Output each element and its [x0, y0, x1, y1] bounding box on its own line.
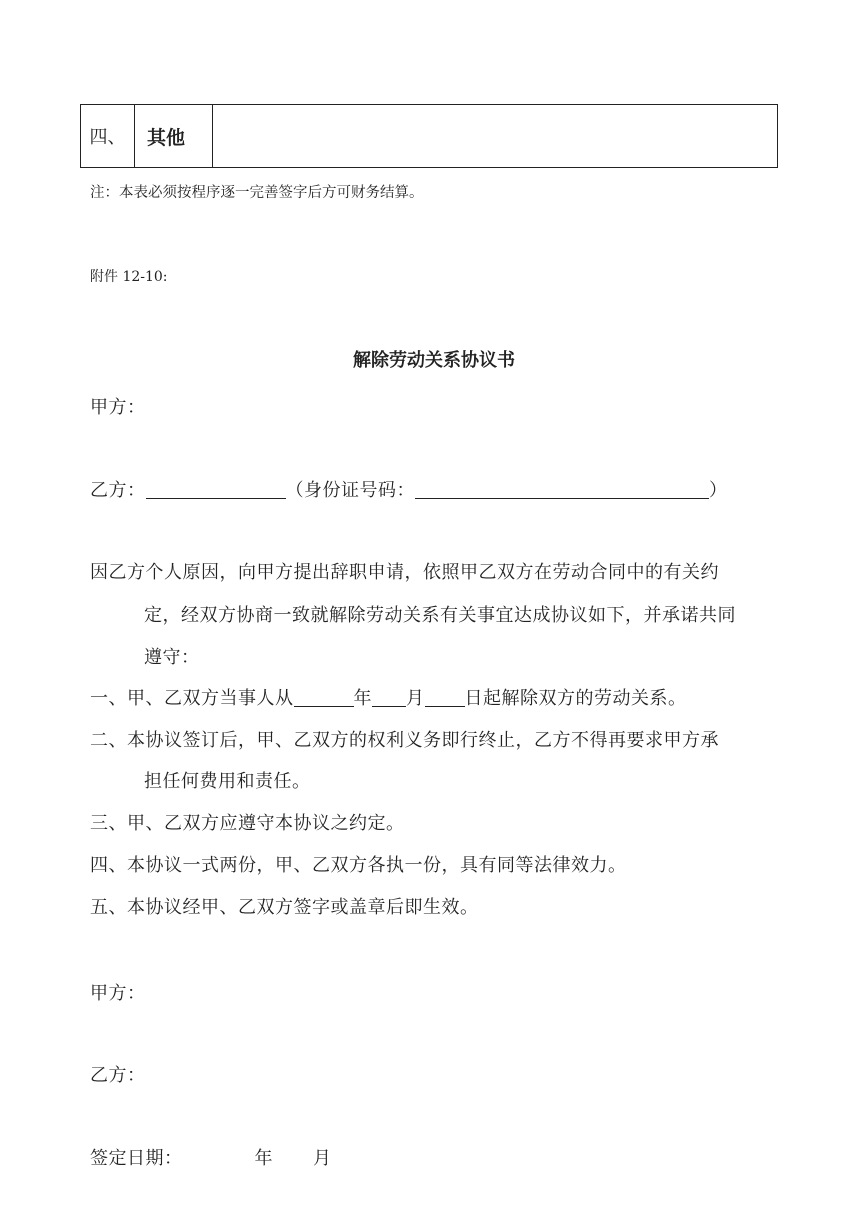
- clause-5: 五、本协议经甲、乙双方签字或盖章后即生效。: [90, 897, 479, 918]
- clause-3: 三、甲、乙双方应遵守本协议之约定。: [90, 813, 405, 834]
- signing-date-label: 签定日期：: [90, 1148, 183, 1169]
- clause-1-month: 月: [406, 688, 425, 709]
- clause-2-line-2: 担任何费用和责任。: [144, 771, 311, 792]
- clause-1-text: 一、甲、乙双方当事人从: [90, 688, 294, 709]
- party-a-label: 甲方：: [90, 397, 146, 418]
- id-number-close: ）: [709, 480, 728, 501]
- table-note: 注：本表必须按程序逐一完善签字后方可财务结算。: [90, 185, 424, 201]
- signature-party-b: 乙方：: [90, 1065, 146, 1086]
- clause-1-day-text: 日起解除双方的劳动关系。: [464, 688, 687, 709]
- clause-4: 四、本协议一式两份，甲、乙双方各执一份，具有同等法律效力。: [90, 855, 627, 876]
- signing-date-year: 年: [254, 1148, 273, 1169]
- signing-date-month: 月: [313, 1148, 332, 1169]
- clause-1-year: 年: [353, 688, 372, 709]
- year-blank: [294, 688, 354, 707]
- signature-party-a: 甲方：: [90, 983, 146, 1004]
- intro-line-3: 遵守：: [144, 647, 200, 668]
- id-number-label: （身份证号码：: [285, 480, 415, 501]
- table-row-number: 四、: [81, 105, 135, 167]
- attachment-number: 附件 12-10:: [90, 269, 168, 285]
- signing-date: [90, 1144, 332, 1170]
- intro-line-1: 因乙方个人原因，向甲方提出辞职申请，依照甲乙双方在劳动合同中的有关约: [90, 562, 719, 583]
- party-b-name-blank: [146, 480, 286, 499]
- clause-2-line-1: 二、本协议签订后，甲、乙双方的权利义务即行终止，乙方不得再要求甲方承: [90, 730, 719, 751]
- other-items-table: [80, 104, 778, 168]
- clause-1: [90, 684, 687, 710]
- day-blank: [425, 688, 465, 707]
- table-row-value: [213, 105, 777, 167]
- party-b-line: [90, 476, 728, 502]
- month-blank: [372, 688, 406, 707]
- document-title: 解除劳动关系协议书: [353, 350, 515, 371]
- party-b-label: 乙方：: [90, 480, 146, 501]
- id-number-blank: [415, 480, 709, 499]
- intro-line-2: 定，经双方协商一致就解除劳动关系有关事宜达成协议如下，并承诺共同: [144, 605, 736, 626]
- table-row-label: 其他: [135, 105, 213, 167]
